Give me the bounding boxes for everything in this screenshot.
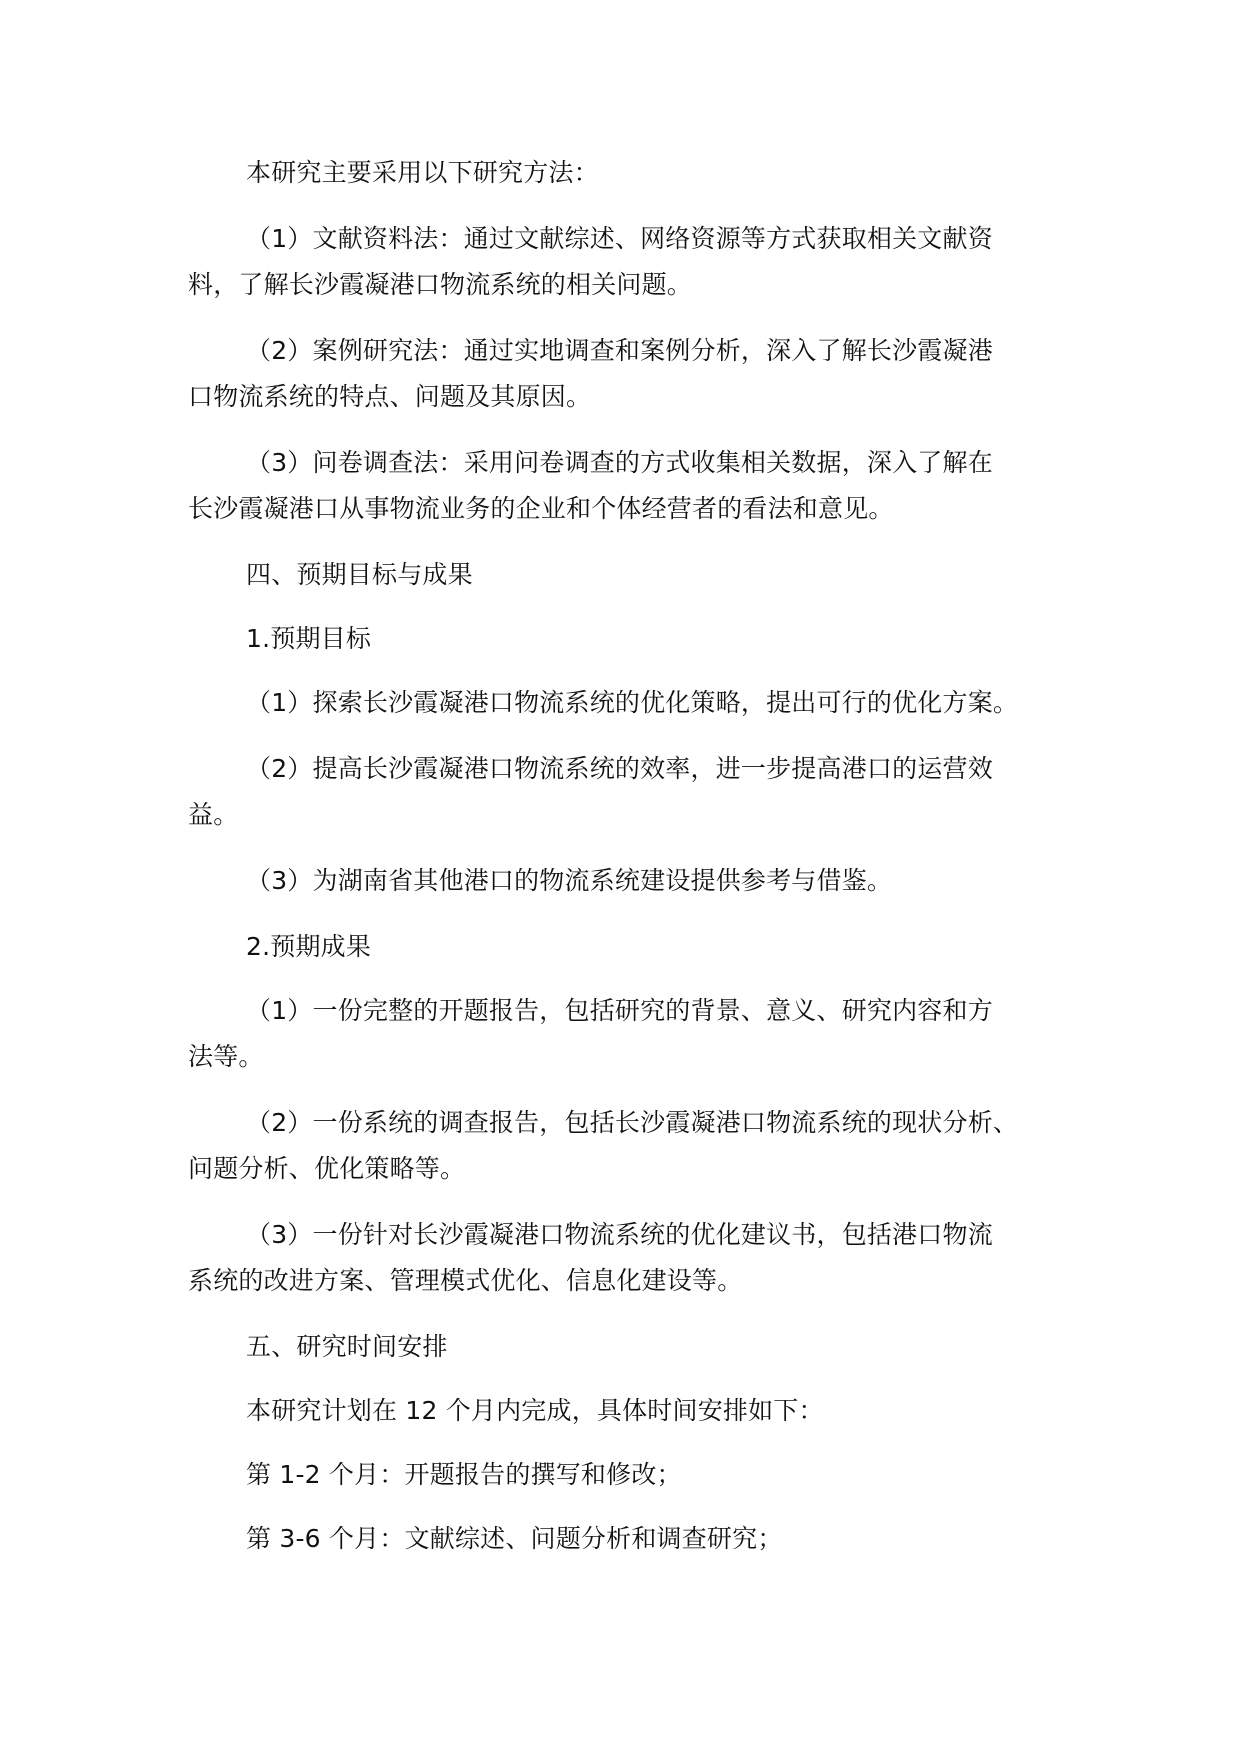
- text-line: 第 3-6 个月：文献综述、问题分析和调查研究；: [246, 1524, 783, 1553]
- paragraph-method-questionnaire: [188, 440, 1068, 532]
- paragraph-schedule-months-1-2: [188, 1452, 1068, 1498]
- subheading-expected-results: [188, 924, 1068, 970]
- text-line: 五、研究时间安排: [246, 1332, 448, 1361]
- document-page: [188, 150, 1068, 1580]
- text-line: 法等。: [188, 1042, 264, 1071]
- paragraph-result-3: [188, 1212, 1068, 1304]
- subheading-expected-goals: [188, 616, 1068, 662]
- text-line: 1.预期目标: [246, 624, 372, 653]
- text-line: 长沙霞凝港口从事物流业务的企业和个体经营者的看法和意见。: [188, 494, 894, 523]
- text-line: 第 1-2 个月：开题报告的撰写和修改；: [246, 1460, 682, 1489]
- text-line: 口物流系统的特点、问题及其原因。: [188, 382, 592, 411]
- text-line: 益。: [188, 800, 239, 829]
- text-line: 本研究计划在 12 个月内完成，具体时间安排如下：: [246, 1396, 824, 1425]
- text-line: （2）案例研究法：通过实地调查和案例分析，深入了解长沙霞凝港: [246, 336, 993, 365]
- text-line: （2）提高长沙霞凝港口物流系统的效率，进一步提高港口的运营效: [246, 754, 993, 783]
- text-line: 料，了解长沙霞凝港口物流系统的相关问题。: [188, 270, 693, 299]
- paragraph-result-1: [188, 988, 1068, 1080]
- text-line: （3）一份针对长沙霞凝港口物流系统的优化建议书，包括港口物流: [246, 1220, 993, 1249]
- text-line: （1）一份完整的开题报告，包括研究的背景、意义、研究内容和方: [246, 996, 993, 1025]
- paragraph-schedule-months-3-6: [188, 1516, 1068, 1562]
- text-line: 2.预期成果: [246, 932, 372, 961]
- paragraph-result-2: [188, 1100, 1068, 1192]
- section-heading-schedule: [188, 1324, 1068, 1370]
- paragraph-goal-1: [188, 680, 1068, 726]
- text-line: （1）文献资料法：通过文献综述、网络资源等方式获取相关文献资: [246, 224, 993, 253]
- paragraph-schedule-intro: [188, 1388, 1068, 1434]
- section-heading-goals: [188, 552, 1068, 598]
- text-line: （3）问卷调查法：采用问卷调查的方式收集相关数据，深入了解在: [246, 448, 993, 477]
- paragraph-goal-2: [188, 746, 1068, 838]
- text-line: 本研究主要采用以下研究方法：: [246, 158, 599, 187]
- paragraph-methods-intro: [188, 150, 1068, 196]
- text-line: 系统的改进方案、管理模式优化、信息化建设等。: [188, 1266, 743, 1295]
- paragraph-method-literature: [188, 216, 1068, 308]
- text-line: （3）为湖南省其他港口的物流系统建设提供参考与借鉴。: [246, 866, 893, 895]
- text-line: （2）一份系统的调查报告，包括长沙霞凝港口物流系统的现状分析、: [246, 1108, 1019, 1137]
- text-line: （1）探索长沙霞凝港口物流系统的优化策略，提出可行的优化方案。: [246, 688, 1019, 717]
- text-line: 四、预期目标与成果: [246, 560, 473, 589]
- text-line: 问题分析、优化策略等。: [188, 1154, 466, 1183]
- paragraph-goal-3: [188, 858, 1068, 904]
- paragraph-method-case-study: [188, 328, 1068, 420]
